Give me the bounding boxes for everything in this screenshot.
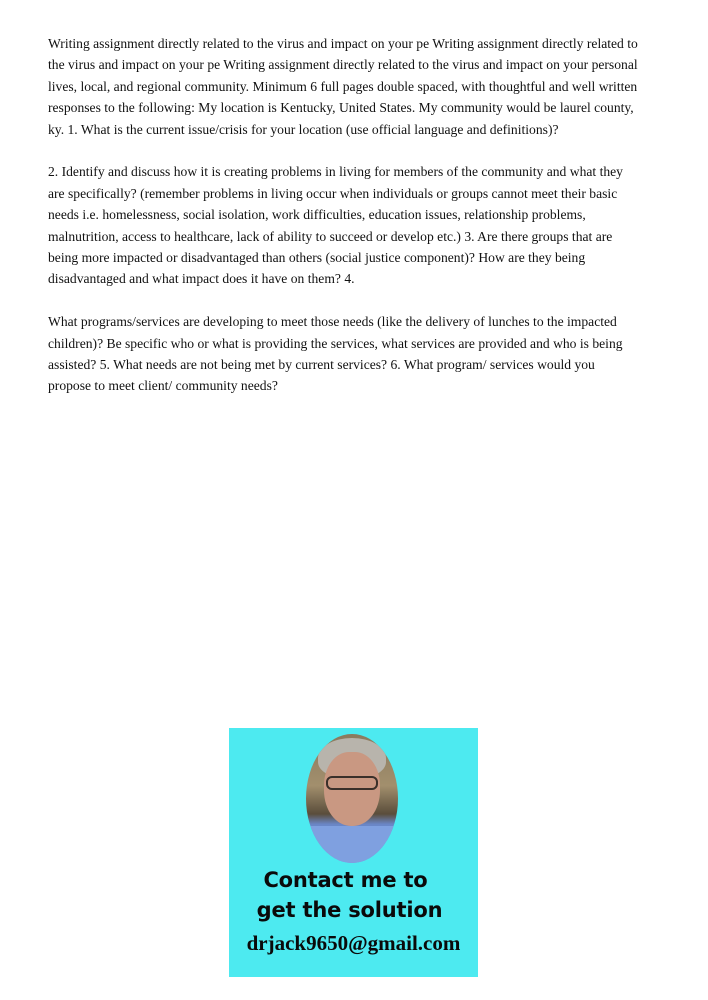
promo-headline-line1: Contact me to (263, 868, 428, 892)
person-portrait-photo-icon (306, 734, 398, 863)
portrait-shirt (306, 826, 398, 863)
promo-headline-line2: get the solution (256, 898, 443, 922)
paragraph-questions-4-6: What programs/services are developing to meet those needs (like the delivery of lunches to the impacted children)? Be specific who or what is providing the services, what services are provided and who is being assisted? 5. What needs are not being met by current services? 6. What program/ services would you propose to meet client/ community needs? (48, 314, 623, 394)
paragraph-questions-2-4: 2. Identify and discuss how it is creating problems in living for members of the community and what they are specifically? (remember problems in living occur when individuals or groups cannot meet their basic needs i.e. homelessness, social isolation, work difficulties, education issues, relationship problems, malnutrition, access to healthcare, lack of ability to succeed or develop etc.) 3. Are there groups that are being more impacted or disadvantaged than others (social justice component)? How are they being disadvantaged and what impact does it have on them? 4. (48, 164, 623, 287)
document-body (48, 33, 638, 418)
paragraph-intro: Writing assignment directly related to the virus and impact on your pe Writing assignment directly related to the virus and impact on your pe Writing assignment directly related to the virus and impact on your personal lives, local, and regional community. Minimum 6 full pages double spaced, with thoughtful and well written responses to the following: My location is Kentucky, United States. My community would be laurel county, ky. 1. What is the current issue/crisis for your location (use official language and definitions)? (48, 36, 638, 137)
portrait-glasses (326, 776, 378, 790)
contact-promo-banner (229, 728, 478, 977)
promo-email: drjack9650@gmail.com (246, 931, 461, 955)
